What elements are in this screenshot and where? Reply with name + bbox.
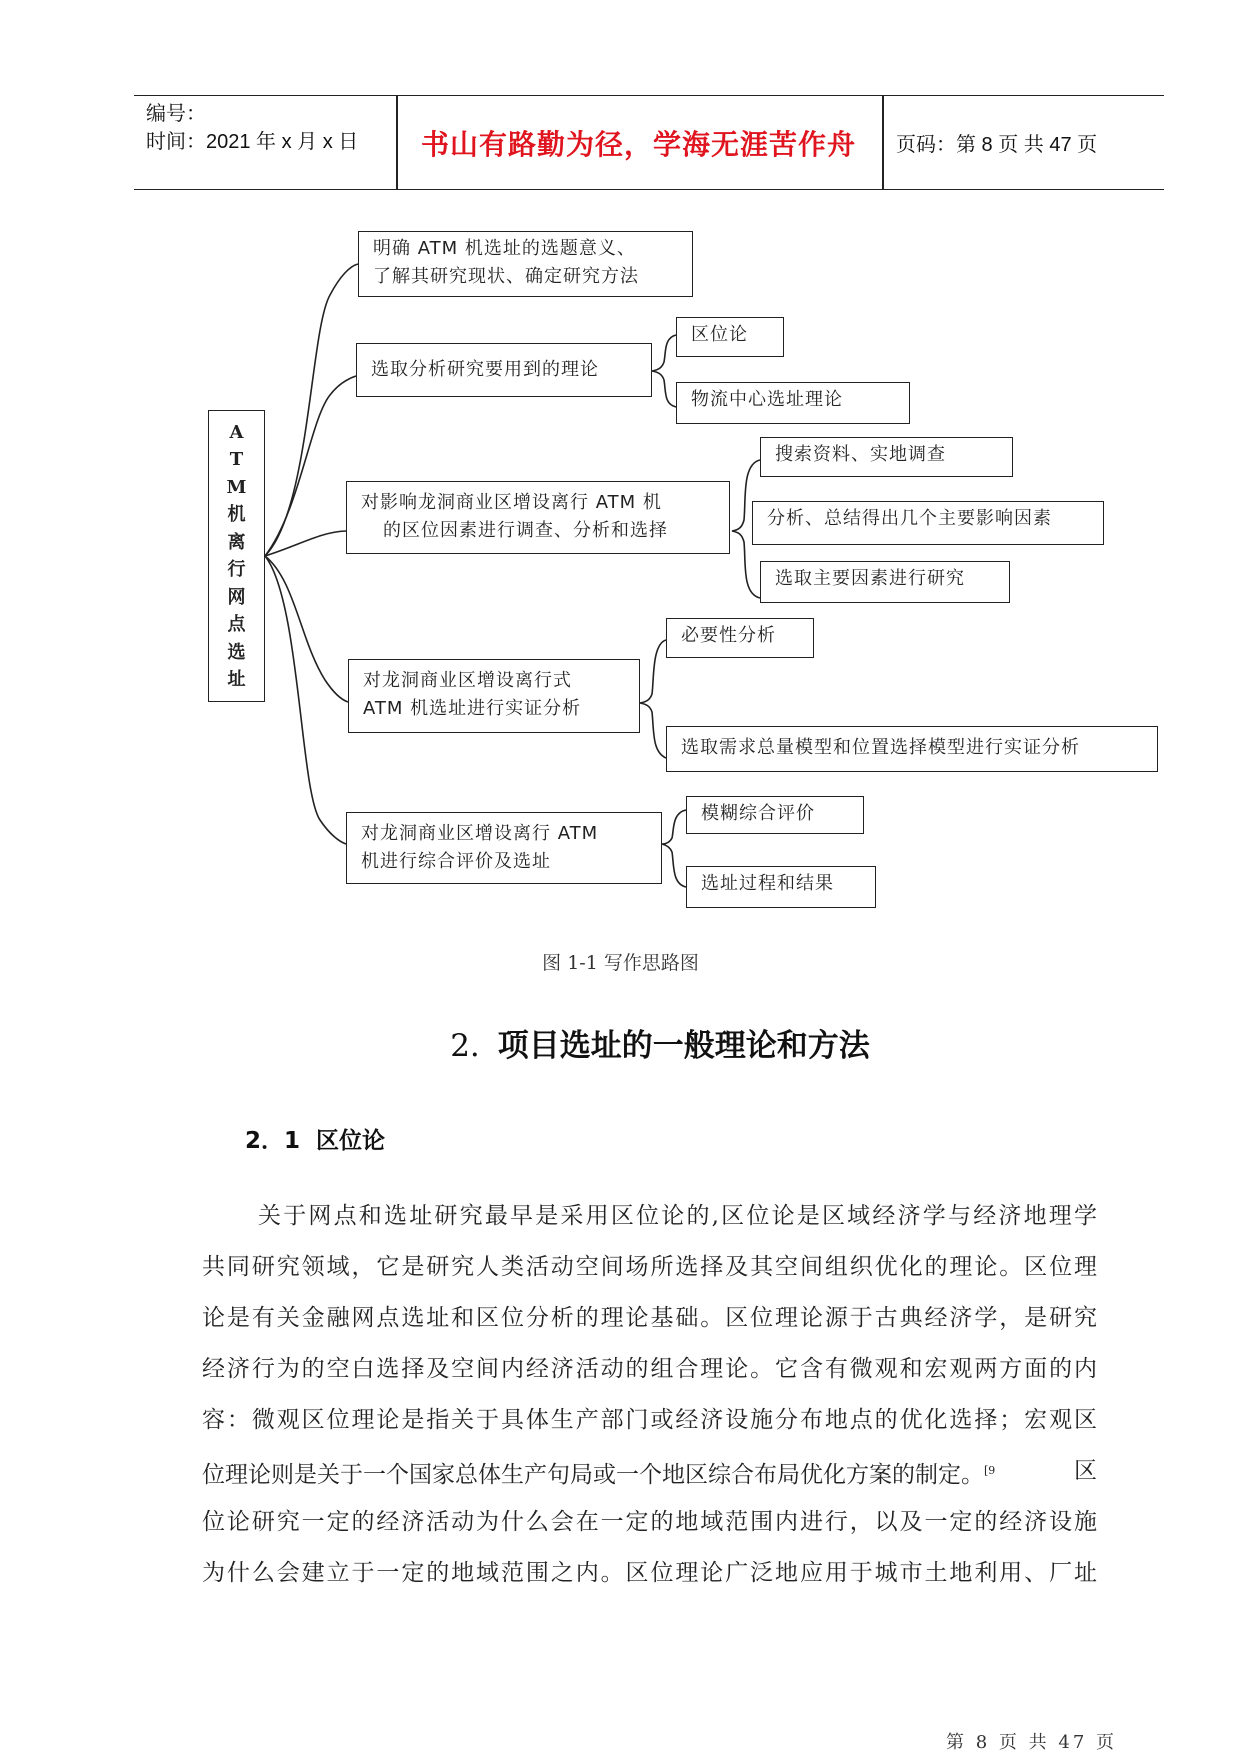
branch-line: 了解其研究现状、确定研究方法 [373,266,639,287]
root-char: 点 [227,614,246,635]
paragraph-text: 区 [1074,1458,1097,1484]
root-char: 选 [227,641,246,663]
branch-line: 对影响龙洞商业区增设离行 ATM 机 [361,492,662,513]
branch-box [346,481,730,554]
paragraph-line: 论是有关金融网点选址和区位分析的理论基础。区位理论源于古典经济学，是研究 [202,1305,1097,1331]
subsection-heading [245,1122,385,1155]
header-motto: 书山有路勤为径，学海无涯苦作舟 [420,127,856,161]
header-meta [146,100,358,156]
branch-box [348,659,640,733]
section-title: 项目选址的一般理论和方法 [497,1028,870,1064]
diagram-root [208,410,265,702]
paragraph-line-with-citation [202,1451,1097,1502]
leaf-box: 物流中心选址理论 [676,382,910,424]
subsection-number: 2．1 [245,1128,301,1154]
body-paragraph [202,1196,1097,1604]
brace [652,335,676,407]
leaf-box: 区位论 [676,317,784,357]
header-page-info: 页码：第 8 页 共 47 页 [896,134,1098,156]
root-char: 离 [227,531,246,553]
paragraph-line: 经济行为的空白选择及空间内经济活动的组合理论。它含有微观和宏观两方面的内 [202,1356,1097,1382]
branch-line: 对龙洞商业区增设离行式 [363,670,572,691]
page-footer: 第 8 页 共 47 页 [946,1732,1117,1753]
leaf-box: 选址过程和结果 [686,866,876,908]
paragraph-line: 位论研究一定的经济活动为什么会在一定的地域范围内进行，以及一定的经济设施 [202,1509,1097,1535]
root-char: 网 [227,586,246,608]
section-heading [0,1020,1241,1065]
brace [662,810,686,887]
root-char: M [226,476,247,498]
leaf-box: 选取需求总量模型和位置选择模型进行实证分析 [666,726,1158,772]
paragraph-line: 容：微观区位理论是指关于具体生产部门或经济设施分布地点的优化选择；宏观区 [202,1407,1097,1433]
page-header [134,95,1164,190]
connector [265,531,346,556]
branch-line: 机进行综合评价及选址 [361,851,551,872]
brace [640,640,666,758]
branch-line: 对龙洞商业区增设离行 ATM [361,823,599,844]
leaf-box: 搜索资料、实地调查 [760,437,1013,477]
paragraph-line: 关于网点和选址研究最早是采用区位论的,区位论是区域经济学与经济地理学 [258,1203,1097,1229]
section-number: 2. [450,1028,480,1064]
branch-line: 的区位因素进行调查、分析和选择 [383,520,668,541]
number-label: 编号： [146,103,206,125]
root-char: 址 [227,669,246,690]
root-char: 行 [227,559,246,580]
leaf-box: 分析、总结得出几个主要影响因素 [752,501,1104,545]
connector [265,556,348,702]
leaf-box: 选取主要因素进行研究 [760,561,1010,603]
figure-caption: 图 1-1 写作思路图 [542,952,699,974]
leaf-box: 必要性分析 [666,618,814,658]
branch-box [346,812,662,884]
subsection-title: 区位论 [316,1128,386,1154]
branch-line: ATM 机选址进行实证分析 [363,698,582,719]
paragraph-text: 位理论则是关于一个国家总体生产句局或一个地区综合布局优化方案的制定。 [202,1462,984,1488]
root-char: T [229,449,244,470]
connector [265,376,356,556]
header-divider [882,96,884,189]
branch-line: 明确 ATM 机选址的选题意义、 [373,238,636,259]
leaf-box: 模糊综合评价 [686,796,864,834]
time-label: 时间：2021 年 x 月 x 日 [146,131,359,153]
branch-box [356,343,652,397]
connector [265,556,346,844]
citation-mark: [9 [984,1464,996,1477]
root-char: A [229,421,244,443]
branch-line: 选取分析研究要用到的理论 [371,359,599,380]
root-char: 机 [227,504,246,525]
paragraph-line: 共同研究领域，它是研究人类活动空间场所选择及其空间组织优化的理论。区位理 [202,1254,1097,1280]
branch-box [358,231,693,297]
connector [265,264,358,556]
paragraph-line: 为什么会建立于一定的地域范围之内。区位理论广泛地应用于城市土地利用、厂址 [202,1560,1097,1586]
